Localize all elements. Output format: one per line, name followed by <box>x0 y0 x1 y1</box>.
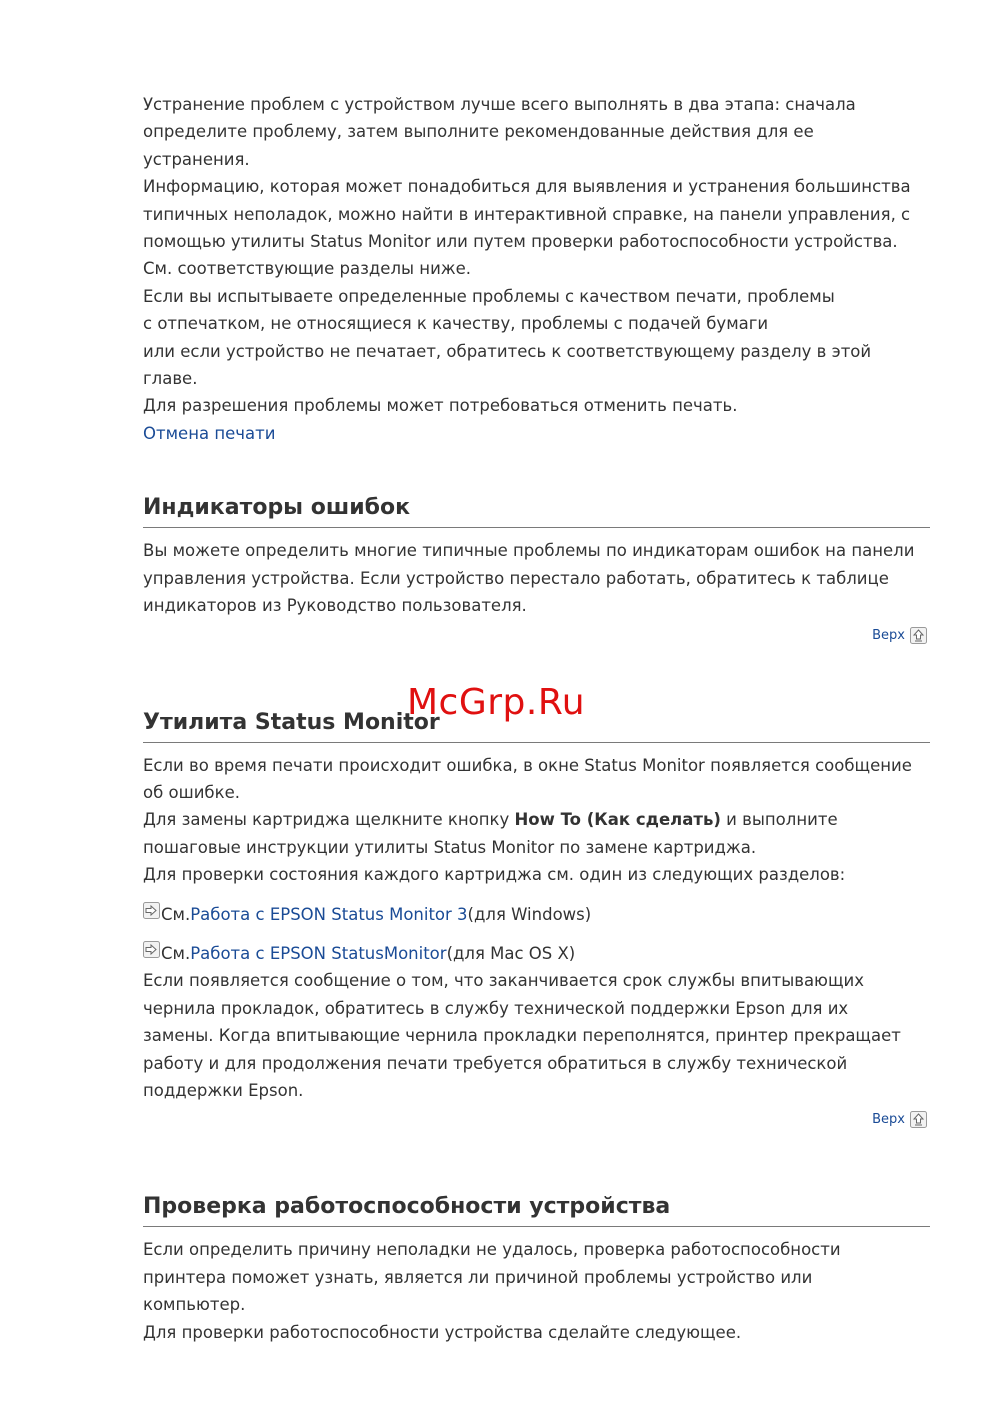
error-indicators-heading: Индикаторы ошибок <box>143 493 930 528</box>
cancel-print-line <box>143 420 930 447</box>
back-to-top-link[interactable] <box>872 627 927 644</box>
document-page <box>143 91 930 1346</box>
operation-check-heading: Проверка работоспособности устройства <box>143 1192 930 1227</box>
cancel-print-link[interactable]: Отмена печати <box>143 423 276 443</box>
text-line: пошаговые инструкции утилиты Status Monitor по замене картриджа. <box>143 837 757 857</box>
text-line: определите проблему, затем выполните рекомендованные действия для ее <box>143 122 814 142</box>
top-link-row <box>143 624 930 652</box>
reference-prefix: См. <box>161 943 191 963</box>
back-to-top-link[interactable] <box>872 1111 927 1128</box>
text-line: Для разрешения проблемы может потребоваться отменить печать. <box>143 396 738 416</box>
reference-prefix: См. <box>161 904 191 924</box>
how-to-button-name: How To (Как сделать) <box>514 810 721 830</box>
text-line: Если определить причину неполадки не удалось, проверка работоспособности <box>143 1240 841 1260</box>
text-line: устранения. <box>143 149 250 169</box>
reference-suffix: (для Windows) <box>467 904 592 924</box>
epson-status-monitor-3-link[interactable]: Работа с EPSON Status Monitor 3 <box>190 904 468 924</box>
text-line: принтера поможет узнать, является ли причиной проблемы устройство или <box>143 1267 813 1287</box>
reference-mac <box>143 940 930 967</box>
text-line: См. соответствующие разделы ниже. <box>143 259 472 279</box>
text-line: чернила прокладок, обратитесь в службу технической поддержки Epson для их <box>143 998 849 1018</box>
top-link-row <box>143 1108 930 1136</box>
text-line: поддержки Epson. <box>143 1080 304 1100</box>
text-line: Если появляется сообщение о том, что заканчивается срок службы впитывающих <box>143 971 864 991</box>
reference-windows <box>143 901 930 928</box>
text-line: индикаторов из Руководство пользователя. <box>143 596 527 616</box>
text-line: типичных неполадок, можно найти в интерактивной справке, на панели управления, с <box>143 204 911 224</box>
reference-suffix: (для Mac OS X) <box>446 943 576 963</box>
text-line: Для проверки работоспособности устройства сделайте следующее. <box>143 1322 742 1342</box>
replace-prefix: Для замены картриджа щелкните кнопку <box>143 810 515 830</box>
text-line: замены. Когда впитывающие чернила прокладки переполнятся, принтер прекращает <box>143 1026 901 1046</box>
intro-section <box>143 91 930 447</box>
text-line: работу и для продолжения печати требуется обратиться в службу технической <box>143 1053 848 1073</box>
error-indicators-body <box>143 537 930 619</box>
text-line: управления устройства. Если устройство перестало работать, обратитесь к таблице <box>143 568 889 588</box>
text-line: Если вы испытываете определенные проблемы с качеством печати, проблемы <box>143 286 835 306</box>
status-monitor-body <box>143 752 930 1105</box>
text-line: с отпечатком, не относящиеся к качеству, проблемы с подачей бумаги <box>143 314 769 334</box>
text-line: главе. <box>143 369 198 389</box>
text-line: Если во время печати происходит ошибка, в окне Status Monitor появляется сообщение <box>143 755 912 775</box>
epson-statusmonitor-mac-link[interactable]: Работа с EPSON StatusMonitor <box>190 943 447 963</box>
text-line: Вы можете определить многие типичные проблемы по индикаторам ошибок на панели <box>143 541 915 561</box>
right-arrow-icon <box>143 902 160 919</box>
text-line: об ошибке. <box>143 782 240 802</box>
operation-check-body <box>143 1236 930 1346</box>
text-line: Для проверки состояния каждого картриджа см. один из следующих разделов: <box>143 865 846 885</box>
text-line: или если устройство не печатает, обратитесь к соответствующему разделу в этой <box>143 341 872 361</box>
watermark: McGrp.Ru <box>407 682 586 723</box>
text-line: помощью утилиты Status Monitor или путем проверки работоспособности устройства. <box>143 232 898 252</box>
back-to-top-label: Верх <box>872 1112 905 1128</box>
right-arrow-icon <box>143 941 160 958</box>
back-to-top-label: Верх <box>872 627 905 643</box>
text-line: Устранение проблем с устройством лучше всего выполнять в два этапа: сначала <box>143 95 856 114</box>
replace-cartridge-line <box>143 806 930 833</box>
up-arrow-icon <box>910 1111 927 1128</box>
text-line: Информацию, которая может понадобиться для выявления и устранения большинства <box>143 177 911 197</box>
status-monitor-heading: Утилита Status Monitor <box>143 708 930 743</box>
up-arrow-icon <box>910 627 927 644</box>
text-line: компьютер. <box>143 1295 246 1315</box>
replace-suffix: и выполните <box>720 810 838 830</box>
